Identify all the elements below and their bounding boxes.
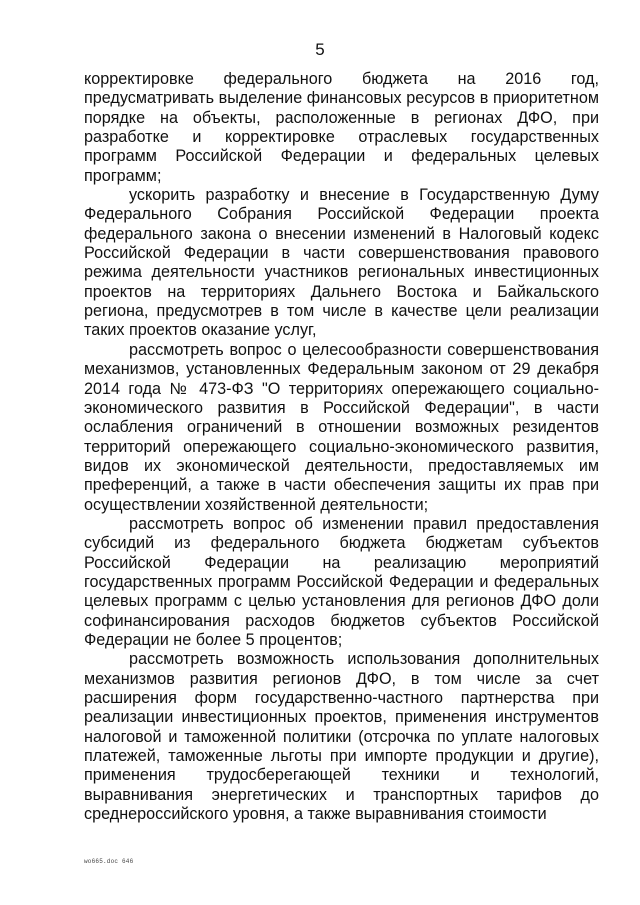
footer-document-code: wo665.doc 646 (84, 858, 134, 865)
paragraph-5: рассмотреть возможность использования дополнительных механизмов развития регионов ДФО, в том числе за счет расширения форм государственно-частного партнерства при реализации инвестиционных проектов, применения инструментов налоговой и таможенной политики (отсрочка по уплате налоговых платежей, таможенные льготы при импорте продукции и другие), применения трудосберегающей техники и технологий, выравнивания энергетических и транспортных тарифов до среднероссийского уровня, а также выравнивания стоимости (84, 650, 599, 824)
paragraph-2: ускорить разработку и внесение в Государственную Думу Федерального Собрания Российской Федерации проекта федерального закона о внесении изменений в Налоговый кодекс Российской Федерации в части совершенствования правового режима деятельности участников региональных инвестиционных проектов на территориях Дальнего Востока и Байкальского региона, предусмотрев в том числе в качестве цели реализации таких проектов оказание услуг, (84, 186, 599, 340)
document-body (84, 70, 599, 824)
paragraph-3: рассмотреть вопрос о целесообразности совершенствования механизмов, установленных Федеральным законом от 29 декабря 2014 года № 473-ФЗ "О территориях опережающего социально-экономического развития в Российской Федерации", в части ослабления ограничений в отношении возможных резидентов территорий опережающего социально-экономического развития, видов их экономической деятельности, предоставляемых им преференций, а также в части обеспечения защиты их прав при осуществлении хозяйственной деятельности; (84, 340, 599, 514)
paragraph-4: рассмотреть вопрос об изменении правил предоставления субсидий из федерального бюджета бюджетам субъектов Российской Федерации на реализацию мероприятий государственных программ Российской Федерации и федеральных целевых программ с целью установления для регионов ДФО доли софинансирования расходов бюджетов субъектов Российской Федерации не более 5 процентов; (84, 514, 599, 649)
paragraph-1: корректировке федерального бюджета на 2016 год, предусматривать выделение финансовых ресурсов в приоритетном порядке на объекты, расположенные в регионах ДФО, при разработке и корректировке отраслевых государственных программ Российской Федерации и федеральных целевых программ; (84, 70, 599, 185)
page-number: 5 (315, 40, 325, 59)
